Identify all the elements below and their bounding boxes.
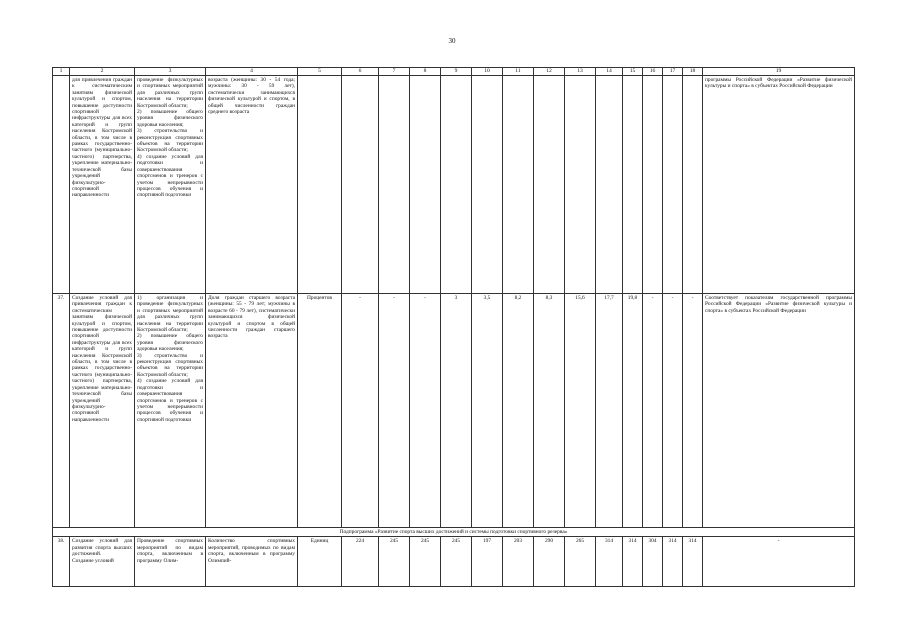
value-cell xyxy=(663,76,683,294)
row-number: 38. xyxy=(53,537,70,587)
value-cell xyxy=(503,76,534,294)
value-cell: 3,5 xyxy=(472,294,503,528)
task-cell: Создание условий для развития спорта высших достижений. Создание условий xyxy=(70,537,135,587)
value-cell: - xyxy=(683,294,703,528)
header-cell: 8 xyxy=(410,68,441,76)
value-cell: - xyxy=(643,294,663,528)
unit-cell: Процентов xyxy=(298,294,342,528)
indicators-table xyxy=(52,67,855,587)
header-cell: 17 xyxy=(663,68,683,76)
note-cell: программы Российской Федерации «Развитие физической культуры и спорта» в субъектах Российской Федерации xyxy=(703,76,855,294)
value-cell xyxy=(683,76,703,294)
header-cell: 12 xyxy=(534,68,565,76)
header-cell: 15 xyxy=(623,68,643,76)
measures-cell: проведение физкультурных и спортивных мероприятий для различных групп населения на территории Костромской области; 2) повышение общего уровня физического здоровья населения; 3) строительство и реконструкция спортивных объектов на территории Костромской области; 4) создание условий для подготовки и совершенствования спортсменов и тренеров с учетом непрерывности процессов обучения и спортивной подготовки xyxy=(135,76,206,294)
value-cell: - xyxy=(410,294,441,528)
header-cell: 13 xyxy=(565,68,596,76)
value-cell: 245 xyxy=(410,537,441,587)
header-cell: 4 xyxy=(206,68,298,76)
value-cell: 224 xyxy=(342,537,379,587)
task-cell: для привлечения граждан к систематическим занятиям физической культурой и спортом, повышение доступности спортивной инфраструктуры для всех категорий и групп населения Костромской области, в том числе в рамках государственно-частного (муниципально-частного) партнерства, укрепление материально-технической базы учреждений физкультурно-спортивной направленности xyxy=(70,76,135,294)
header-cell: 3 xyxy=(135,68,206,76)
value-cell: 8,3 xyxy=(534,294,565,528)
value-cell: 290 xyxy=(534,537,565,587)
value-cell: - xyxy=(342,294,379,528)
value-cell xyxy=(342,76,379,294)
table-row xyxy=(53,76,855,294)
value-cell xyxy=(643,76,663,294)
measures-cell: 1) организация и проведение физкультурных и спортивных мероприятий для различных групп населения на территории Костромской области; 2) повышение общего уровня физического здоровья населения; 3) строительство и реконструкция спортивных объектов на территории Костромской области; 4) создание условий для подготовки и совершенствования спортсменов и тренеров с учетом непрерывности процессов обучения и спортивной подготовки xyxy=(135,294,206,528)
indicator-cell: Доля граждан старшего возраста (женщины: 55 - 79 лет; мужчины в возрасте 60 - 79 лет), систематически занимающихся физической культурой и спортом в общей численности граждан старшего возраста xyxy=(206,294,298,528)
header-cell: 2 xyxy=(70,68,135,76)
value-cell: 314 xyxy=(683,537,703,587)
unit-cell: Единиц xyxy=(298,537,342,587)
value-cell: - xyxy=(379,294,410,528)
subprogram-row xyxy=(53,528,855,537)
value-cell: 314 xyxy=(623,537,643,587)
value-cell: 203 xyxy=(503,537,534,587)
page-number: 30 xyxy=(448,37,456,45)
note-cell: - xyxy=(703,537,855,587)
header-cell: 16 xyxy=(643,68,663,76)
value-cell xyxy=(623,76,643,294)
value-cell: 8,2 xyxy=(503,294,534,528)
header-cell: 1 xyxy=(53,68,70,76)
value-cell: 19,8 xyxy=(623,294,643,528)
subprogram-title: Подпрограмма «Развитие спорта высших достижений и системы подготовки спортивного резерва» xyxy=(53,528,855,537)
value-cell xyxy=(472,76,503,294)
value-cell: 3 xyxy=(441,294,472,528)
value-cell: 17,7 xyxy=(596,294,623,528)
measures-cell: Проведение спортивных мероприятий по видам спорта, включенным в программу Олим- xyxy=(135,537,206,587)
value-cell xyxy=(441,76,472,294)
note-cell: Соответствует показателям государственной программы Российской Федерации «Развитие физической культуры и спорта» в субъектах Российской Федерации xyxy=(703,294,855,528)
header-cell: 14 xyxy=(596,68,623,76)
row-number: 37. xyxy=(53,294,70,528)
header-cell: 5 xyxy=(298,68,342,76)
header-cell: 7 xyxy=(379,68,410,76)
header-cell: 11 xyxy=(503,68,534,76)
value-cell: - xyxy=(663,294,683,528)
value-cell: 245 xyxy=(441,537,472,587)
value-cell xyxy=(534,76,565,294)
task-cell: Создание условий для привлечения граждан к систематическим занятиям физической культурой и спортом, повышение доступности спортивной инфраструктуры для всех категорий и групп населения Костромской области, в том числе в рамках государственно-частного (муниципально-частного) партнерства, укрепление материально-технической базы учреждений физкультурно-спортивной направленности xyxy=(70,294,135,528)
header-cell: 6 xyxy=(342,68,379,76)
table-row xyxy=(53,537,855,587)
value-cell xyxy=(379,76,410,294)
row-number xyxy=(53,76,70,294)
header-cell: 19 xyxy=(703,68,855,76)
indicator-cell: возраста (женщины: 30 - 54 года; мужчины: 30 - 59 лет), систематически занимающихся физической культурой и спортом, в общей численности граждан среднего возраста xyxy=(206,76,298,294)
value-cell: 314 xyxy=(596,537,623,587)
unit-cell xyxy=(298,76,342,294)
value-cell xyxy=(565,76,596,294)
value-cell xyxy=(596,76,623,294)
table-row xyxy=(53,294,855,528)
value-cell: 265 xyxy=(565,537,596,587)
value-cell: 245 xyxy=(379,537,410,587)
indicator-cell: Количество спортивных мероприятий, проводимых по видам спорта, включенным в программу Олимпий- xyxy=(206,537,298,587)
header-cell: 18 xyxy=(683,68,703,76)
value-cell: 15,6 xyxy=(565,294,596,528)
header-cell: 10 xyxy=(472,68,503,76)
value-cell: 304 xyxy=(643,537,663,587)
value-cell: 197 xyxy=(472,537,503,587)
value-cell: 314 xyxy=(663,537,683,587)
header-cell: 9 xyxy=(441,68,472,76)
header-row xyxy=(53,68,855,76)
value-cell xyxy=(410,76,441,294)
